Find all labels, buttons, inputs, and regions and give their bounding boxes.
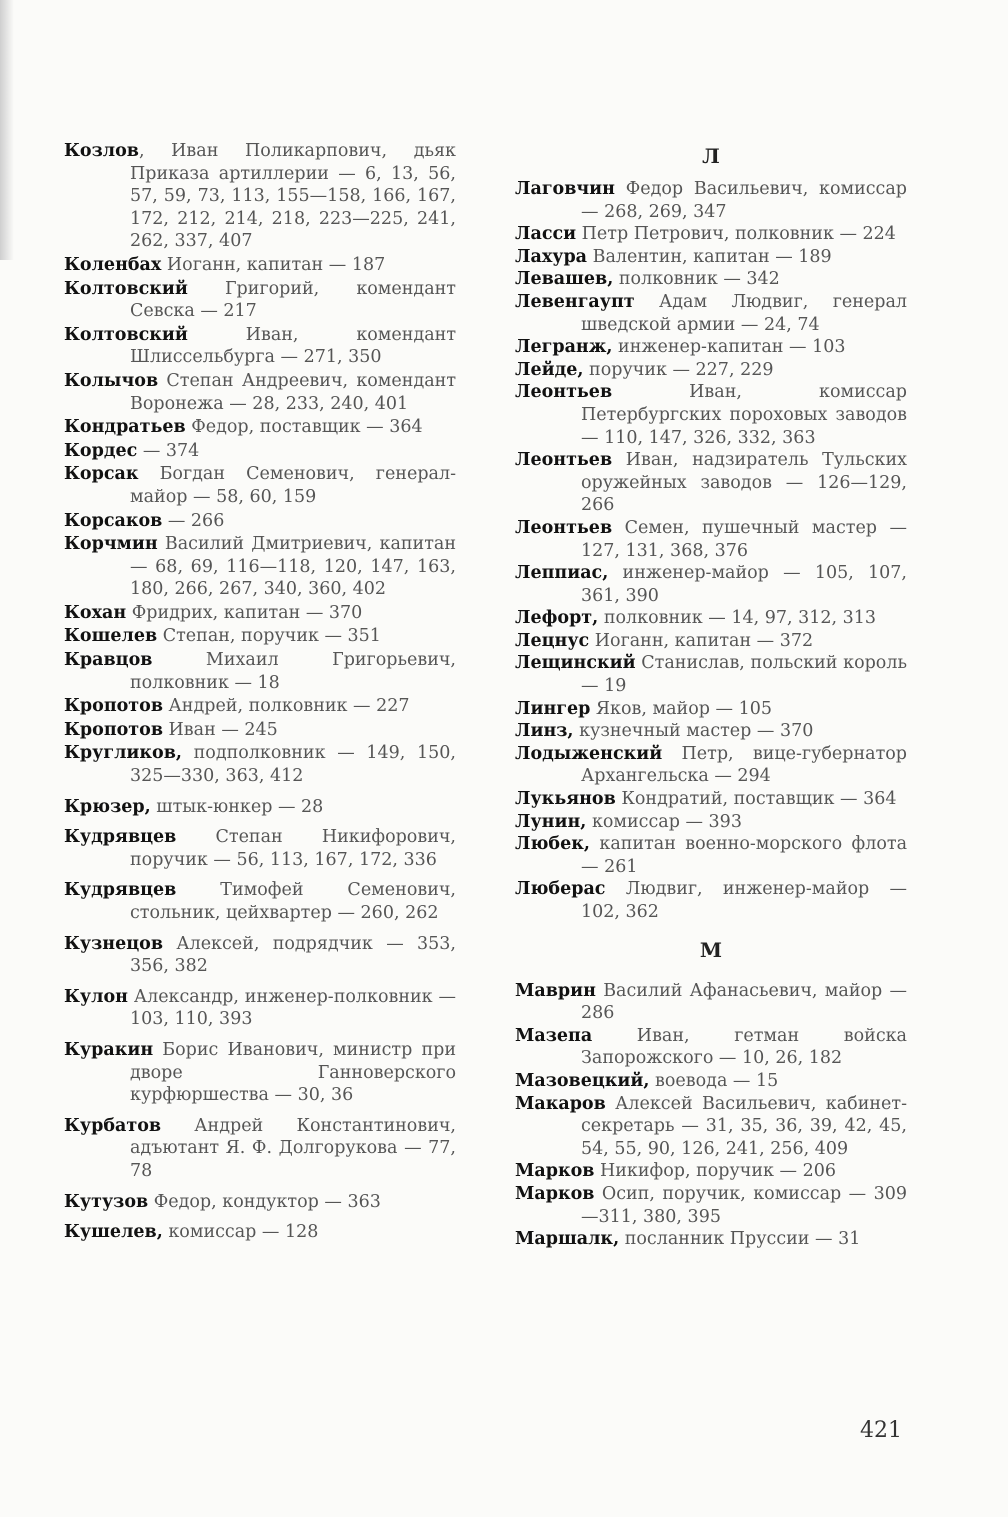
entry-details: Яков, майор — 105	[590, 698, 772, 719]
index-entry	[64, 933, 456, 978]
index-entry	[64, 602, 456, 625]
index-entry	[515, 720, 907, 743]
entry-details: Григорий, комендант Севска — 217	[130, 278, 456, 322]
entry-details: Алексей Васильевич, кабинет-секретарь — 31, 35, 36, 39, 42, 45, 54, 55, 90, 126, 241, 256, 409	[581, 1093, 907, 1159]
entry-details: полковник — 14, 97, 312, 313	[598, 608, 877, 629]
entry-details: комиссар — 393	[586, 811, 742, 832]
entry-headword: Кудрявцев	[64, 880, 177, 901]
index-entry	[64, 140, 456, 253]
section-letter-l: Л	[702, 144, 720, 168]
entry-details: — 374	[137, 440, 200, 461]
entry-headword: Лунин,	[515, 811, 587, 832]
index-entry	[64, 510, 456, 533]
entry-headword: Леонтьев	[515, 382, 613, 403]
entry-details: полковник — 342	[613, 269, 780, 290]
index-entry	[64, 649, 456, 694]
entry-headword: Коленбах	[64, 254, 162, 275]
entry-details: Василий Дмитриевич, капитан — 68, 69, 116—118, 120, 147, 163, 180, 266, 267, 340, 360, 402	[130, 534, 456, 600]
entry-headword: Легранж,	[515, 337, 613, 358]
entry-headword: Кохан	[64, 602, 127, 623]
entry-details: Алексей, подрядчик — 353, 356, 382	[130, 933, 456, 977]
entry-headword: Кузнецов	[64, 933, 163, 954]
entry-details: Андрей, полковник — 227	[162, 696, 410, 717]
index-entry	[515, 1070, 907, 1093]
entry-details: Богдан Семенович, генерал-майор — 58, 60, 159	[130, 464, 456, 507]
entry-headword: Колтовский	[64, 278, 188, 299]
index-entry	[64, 324, 456, 369]
entry-headword: Кропотов	[64, 719, 163, 740]
index-entry	[515, 743, 907, 788]
entry-headword: Лодыженский	[515, 743, 663, 764]
index-entry	[64, 879, 456, 924]
entry-headword: Лахура	[515, 246, 588, 267]
index-section-m	[515, 980, 907, 1251]
page-number: 421	[860, 1418, 902, 1443]
entry-details: Кондратий, поставщик — 364	[615, 789, 897, 810]
entry-details: Василий Афанасьевич, майор — 286	[581, 980, 907, 1024]
entry-headword: Курбатов	[64, 1115, 162, 1136]
entry-details: Иоганн, капитан — 372	[589, 630, 814, 651]
entry-details: Адам Людвиг, генерал шведской армии — 24, 74	[581, 291, 907, 335]
entry-headword: Кутузов	[64, 1191, 149, 1212]
index-entry	[515, 381, 907, 449]
index-entry	[515, 833, 907, 878]
index-entry	[515, 811, 907, 834]
entry-headword: Кравцов	[64, 650, 153, 671]
entry-details: Семен, пушечный мастер — 127, 131, 368, 376	[581, 517, 907, 561]
entry-headword: Леонтьев	[515, 450, 613, 471]
entry-details: Валентин, капитан — 189	[587, 246, 832, 267]
index-entry	[515, 878, 907, 923]
entry-headword: Левашев,	[515, 269, 614, 290]
entry-headword: Козлов	[64, 141, 139, 161]
index-entry	[64, 1115, 456, 1183]
entry-details: поручик — 227, 229	[583, 359, 774, 380]
entry-headword: Лейде,	[515, 359, 584, 380]
entry-details: Фридрих, капитан — 370	[126, 602, 363, 623]
index-entry	[515, 178, 907, 223]
entry-details: Михаил Григорьевич, полковник — 18	[130, 650, 456, 693]
entry-headword: Кошелев	[64, 626, 158, 647]
entry-headword: Корсак	[64, 464, 139, 485]
index-column-left	[64, 140, 456, 1245]
index-entry	[64, 254, 456, 277]
entry-headword: Леппиас,	[515, 563, 609, 584]
entry-details: Осип, поручик, комиссар — 309—311, 380, 395	[581, 1183, 907, 1227]
entry-details: Федор, поставщик — 364	[185, 417, 423, 438]
index-entry	[515, 291, 907, 336]
entry-details: Борис Иванович, министр при дворе Ганноверского курфюршества — 30, 36	[130, 1039, 456, 1106]
entry-details: Иван, комендант Шлиссельбурга — 271, 350	[130, 324, 456, 368]
entry-headword: Лингер	[515, 698, 591, 719]
index-entry	[64, 695, 456, 718]
entry-headword: Левенгаупт	[515, 291, 635, 312]
entry-details: Людвиг, инженер-майор — 102, 362	[581, 879, 907, 922]
index-entry	[64, 416, 456, 439]
index-entry	[515, 607, 907, 630]
entry-headword: Лецнус	[515, 630, 590, 651]
index-section-l	[515, 178, 907, 924]
entry-headword: Кондратьев	[64, 417, 186, 438]
index-entry	[64, 796, 456, 819]
entry-headword: Кропотов	[64, 696, 163, 717]
index-entry	[515, 698, 907, 721]
index-entry	[64, 719, 456, 742]
entry-headword: Любек,	[515, 834, 590, 855]
index-entry	[515, 980, 907, 1025]
index-entry	[515, 652, 907, 697]
index-entry	[64, 625, 456, 648]
entry-details: — 266	[162, 510, 225, 531]
entry-headword: Кулон	[64, 986, 128, 1007]
section-letter-m: М	[699, 937, 723, 962]
entry-details: Федор Васильевич, комиссар — 268, 269, 347	[581, 179, 907, 222]
index-entry	[515, 449, 907, 517]
entry-details: , Иван Поликарпович, дьяк Приказа артиллерии — 6, 13, 56, 57, 59, 73, 113, 155—158, 166, 167, 172, 212, 214, 218, 223—225, 241, 262, 337, 407	[130, 141, 456, 252]
index-entry	[515, 246, 907, 269]
entry-headword: Люберас	[515, 879, 606, 900]
entry-headword: Лаговчин	[515, 179, 615, 199]
index-entry	[515, 359, 907, 382]
index-entry	[64, 1191, 456, 1214]
index-entry	[515, 1228, 907, 1251]
entry-details: кузнечный мастер — 370	[573, 721, 814, 742]
index-entry	[515, 630, 907, 653]
index-entry	[515, 562, 907, 607]
index-entry	[64, 533, 456, 601]
index-entry	[64, 986, 456, 1031]
entry-headword: Кордес	[64, 440, 138, 461]
entry-headword: Куракин	[64, 1039, 154, 1060]
entry-details: Степан, поручик — 351	[157, 626, 381, 647]
entry-details: Федор, кондуктор — 363	[148, 1191, 381, 1212]
index-entry	[64, 1221, 456, 1244]
index-entry	[515, 1183, 907, 1228]
index-entry	[64, 440, 456, 463]
entry-details: Иван — 245	[162, 719, 278, 740]
entry-details: Тимофей Семенович, стольник, цейхвартер — 260, 262	[130, 880, 456, 923]
index-entry	[64, 370, 456, 415]
index-entry	[64, 826, 456, 871]
entry-details: Степан Никифорович, поручик — 56, 113, 167, 172, 336	[130, 827, 456, 870]
entry-headword: Кушелев,	[64, 1222, 163, 1243]
index-entry	[515, 223, 907, 246]
entry-headword: Лукьянов	[515, 789, 616, 810]
entry-details: воевода — 15	[649, 1070, 779, 1091]
index-column-right	[515, 142, 907, 1251]
index-entry	[515, 517, 907, 562]
index-entry	[64, 463, 456, 508]
entry-headword: Макаров	[515, 1093, 606, 1114]
entry-headword: Мазовецкий,	[515, 1070, 650, 1091]
entry-details: Степан Андреевич, комендант Воронежа — 28, 233, 240, 401	[130, 370, 456, 414]
index-entry	[515, 1093, 907, 1161]
page-edge-shadow	[0, 0, 14, 260]
entry-details: Андрей Константинович, адъютант Я. Ф. Долгорукова — 77, 78	[130, 1115, 456, 1181]
index-entry	[515, 268, 907, 291]
entry-headword: Крюзер,	[64, 796, 151, 817]
index-entry	[515, 336, 907, 359]
entry-headword: Корсаков	[64, 510, 163, 531]
entry-headword: Леонтьев	[515, 517, 613, 538]
entry-headword: Колычов	[64, 370, 159, 391]
entry-details: инженер-майор — 105, 107, 361, 390	[581, 563, 907, 606]
entry-details: Петр, вице-губернатор Архангельска — 294	[581, 743, 907, 787]
entry-headword: Корчмин	[64, 534, 158, 555]
index-entry	[515, 788, 907, 811]
entry-headword: Колтовский	[64, 324, 188, 345]
entry-details: Никифор, поручик — 206	[594, 1161, 836, 1182]
entry-details: инженер-капитан — 103	[612, 337, 846, 358]
entry-details: капитан военно-морского флота — 261	[581, 834, 907, 877]
index-entry	[64, 278, 456, 323]
entry-details: Иван, надзиратель Тульских оружейных заводов — 126—129, 266	[581, 450, 907, 516]
entry-headword: Мазепа	[515, 1025, 593, 1046]
entry-headword: Лефорт,	[515, 608, 599, 629]
entry-headword: Кудрявцев	[64, 827, 177, 848]
entry-headword: Линз,	[515, 721, 574, 742]
entry-headword: Лещинский	[515, 653, 636, 674]
entry-headword: Ласси	[515, 224, 577, 245]
index-entry	[515, 1160, 907, 1183]
entry-details: Станислав, польский король — 19	[581, 653, 907, 697]
entry-details: Иван, комиссар Петербургских пороховых заводов — 110, 147, 326, 332, 363	[581, 382, 907, 448]
index-entry	[515, 1025, 907, 1070]
entry-details: Иван, гетман войска Запорожского — 10, 26, 182	[581, 1025, 907, 1069]
entry-headword: Маврин	[515, 980, 596, 1001]
entry-headword: Маршалк,	[515, 1229, 620, 1250]
entry-headword: Кругликов,	[64, 743, 182, 764]
entry-details: подполковник — 149, 150, 325—330, 363, 412	[130, 743, 456, 787]
entry-details: посланник Пруссии — 31	[619, 1229, 861, 1250]
index-entry	[64, 742, 456, 787]
entry-details: комиссар — 128	[162, 1222, 319, 1243]
entry-headword: Марков	[515, 1161, 595, 1182]
index-entry	[64, 1039, 456, 1107]
entry-details: штык-юнкер — 28	[150, 796, 324, 817]
entry-details: Александр, инженер-полковник — 103, 110, 393	[127, 986, 456, 1030]
entry-headword: Марков	[515, 1183, 595, 1204]
entry-details: Петр Петрович, полковник — 224	[576, 224, 896, 245]
entry-details: Иоганн, капитан — 187	[161, 254, 386, 275]
